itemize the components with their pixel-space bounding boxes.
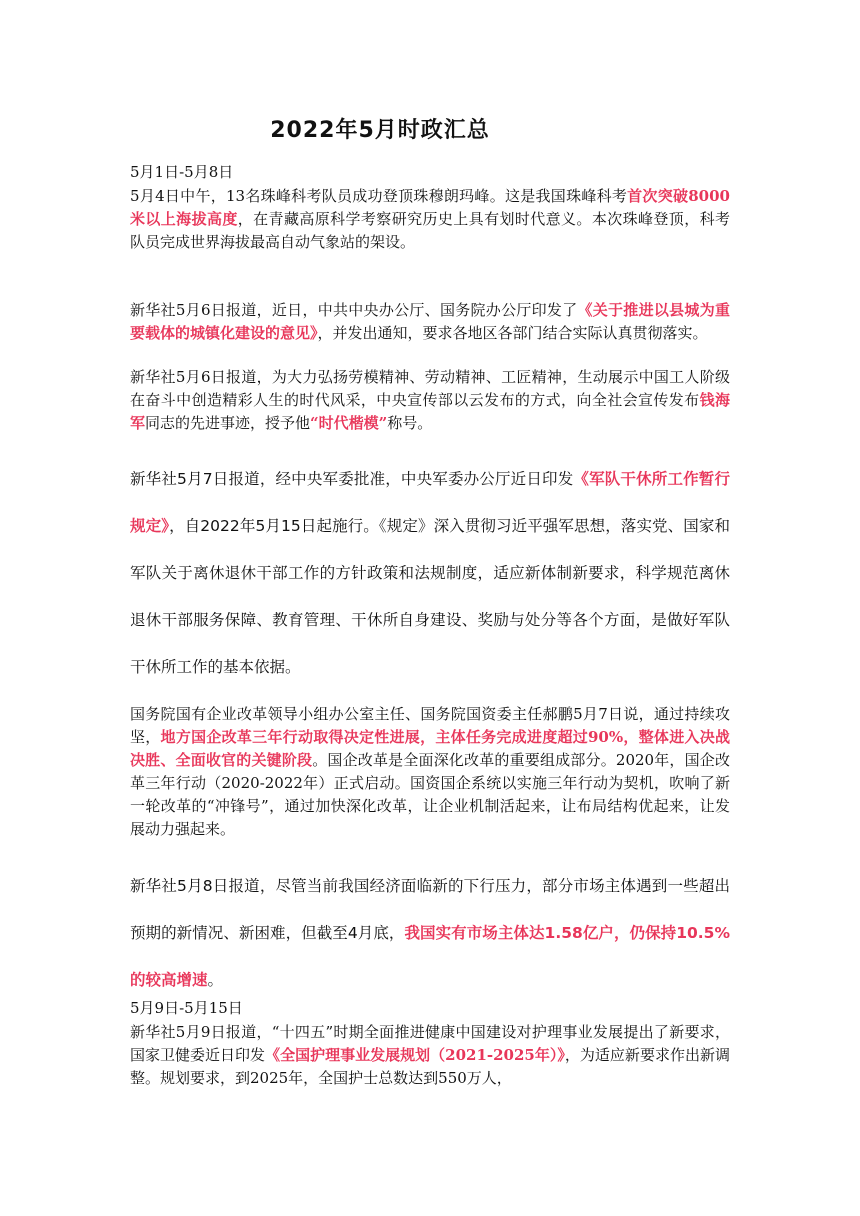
- document-title: 2022年5月时政汇总: [270, 118, 490, 143]
- body-text: 。: [207, 971, 224, 989]
- body-text: ，自2022年5月15日起施行。《规定》深入贯彻习近平强军思想，落实党、国家和军队关于离休退休干部工作的方针政策和法规制度，适应新体制新要求，科学规范离休退休干部服务保障、教育管理、干休所自身建设、奖励与处分等各个方面，是做好军队干休所工作的基本依据。: [130, 517, 730, 676]
- news-item: [130, 703, 730, 841]
- news-paragraph: [130, 299, 730, 345]
- highlight-text: 《全国护理事业发展规划（2021-2025年）》: [265, 1046, 565, 1064]
- body-text: 新华社5月6日报道，为大力弘扬劳模精神、劳动精神、工匠精神，生动展示中国工人阶级在奋斗中创造精彩人生的时代风采，中央宣传部以云发布的方式，向全社会宣传发布: [130, 368, 730, 409]
- highlight-text: 我国实有市场主体达1.58亿户，仍保持10.5%的较高增速: [130, 924, 730, 989]
- news-item: [130, 185, 730, 254]
- news-item: [130, 299, 730, 345]
- highlight-text: 《军队干休所工作暂行规定》: [130, 470, 730, 535]
- news-paragraph: [130, 863, 730, 1004]
- highlight-text: “时代楷模”: [310, 414, 388, 432]
- news-paragraph: [130, 703, 730, 841]
- news-paragraph: [130, 1021, 730, 1090]
- body-text: 同志的先进事迹，授予他: [145, 414, 311, 432]
- news-item: [130, 1021, 730, 1090]
- body-text: 新华社5月7日报道，经中央军委批准，中央军委办公厅近日印发: [130, 470, 574, 488]
- news-item: [130, 863, 730, 1004]
- body-text: ，在青藏高原科学考察研究历史上具有划时代意义。本次珠峰登顶，科考队员完成世界海拔最高自动气象站的架设。: [130, 210, 730, 251]
- news-item: [130, 456, 730, 691]
- body-text: 国务院国有企业改革领导小组办公室主任、国务院国资委主任郝鹏5月7日说，通过持续攻坚，: [130, 705, 730, 746]
- section-date: [130, 997, 730, 1019]
- body-text: 新华社5月6日报道，近日，中共中央办公厅、国务院办公厅印发了: [130, 301, 578, 319]
- section-date-text: 5月1日-5月8日: [130, 163, 234, 181]
- news-paragraph: [130, 185, 730, 254]
- body-text: 新华社5月8日报道，尽管当前我国经济面临新的下行压力，部分市场主体遇到一些超出预期的新情况、新困难，但截至4月底，: [130, 877, 730, 942]
- body-text: ，为适应新要求作出新调整。规划要求，到2025年，全国护士总数达到550万人，: [130, 1046, 730, 1087]
- highlight-text: 《关于推进以县城为重要载体的城镇化建设的意见》: [130, 301, 730, 342]
- body-text: 称号。: [387, 414, 433, 432]
- body-text: 新华社5月9日报道，“十四五”时期全面推进健康中国建设对护理事业发展提出了新要求，国家卫健委近日印发: [130, 1023, 730, 1064]
- news-item: [130, 366, 730, 435]
- news-paragraph: [130, 366, 730, 435]
- body-text: 。国企改革是全面深化改革的重要组成部分。2020年，国企改革三年行动（2020-2022年）正式启动。国资国企系统以实施三年行动为契机，吹响了新一轮改革的“冲锋号”，通过加快深化改革，让企业机制活起来，让布局结构优起来，让发展动力强起来。: [130, 751, 730, 838]
- section-date-text: 5月9日-5月15日: [130, 999, 243, 1017]
- body-text: 5月4日中午，13名珠峰科考队员成功登顶珠穆朗玛峰。这是我国珠峰科考: [130, 187, 628, 205]
- news-paragraph: [130, 456, 730, 691]
- highlight-text: 地方国企改革三年行动取得决定性进展，主体任务完成进度超过90%，整体进入决战决胜、全面收官的关键阶段: [130, 728, 730, 769]
- section-date: [130, 161, 730, 183]
- highlight-text: 首次突破8000米以上海拔高度: [130, 187, 730, 228]
- highlight-text: 钱海军: [130, 391, 730, 432]
- body-text: ，并发出通知，要求各地区各部门结合实际认真贯彻落实。: [317, 324, 708, 342]
